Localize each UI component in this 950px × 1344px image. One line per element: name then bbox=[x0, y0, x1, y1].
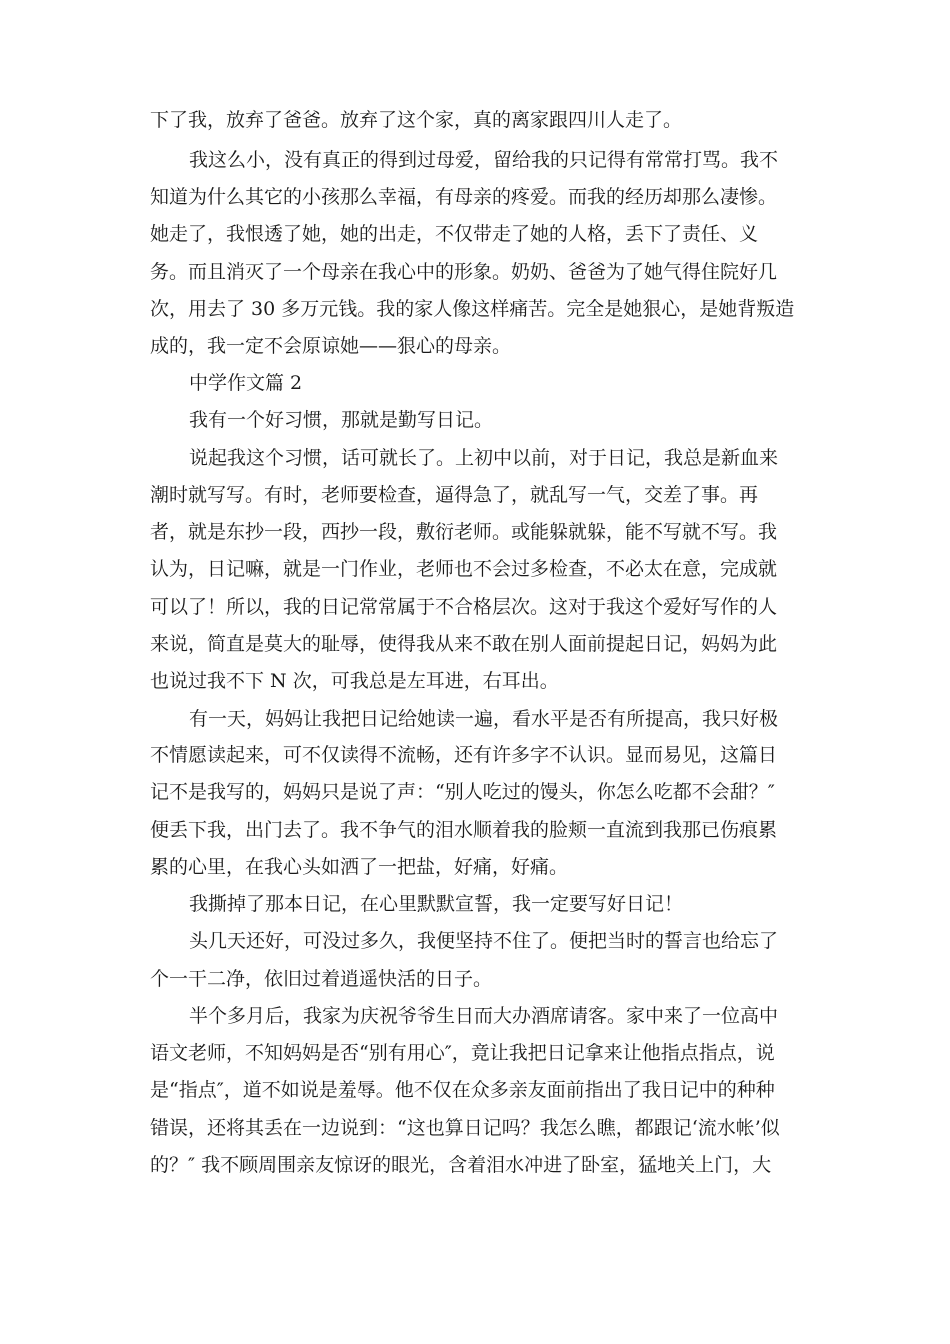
text-line: 头几天还好，可没过多久，我便坚持不住了。便把当时的誓言也给忘了 bbox=[189, 930, 779, 952]
text-line: 认为，日记嘛，就是一门作业，老师也不会过多检查，不必太在意，完成就 bbox=[150, 558, 778, 580]
text-line: 是“指点″，道不如说是羞辱。他不仅在众多亲友面前指出了我日记中的种种 bbox=[150, 1079, 775, 1101]
text-line: 我这么小，没有真正的得到过母爱，留给我的只记得有常常打骂。我不 bbox=[189, 149, 779, 171]
text-line: 可以了！所以，我的日记常常属于不合格层次。这对于我这个爱好写作的人 bbox=[150, 596, 778, 618]
text-line: 也说过我不下 N 次，可我总是左耳进，右耳出。 bbox=[150, 670, 559, 692]
text-line: 来说，简直是莫大的耻辱，使得我从来不敢在别人面前提起日记，妈妈为此 bbox=[150, 633, 778, 655]
text-line: 说起我这个习惯，话可就长了。上初中以前，对于日记，我总是新血来 bbox=[189, 447, 779, 469]
text-line: 的？″ 我不顾周围亲友惊讶的眼光，含着泪水冲进了卧室，猛地关上门，大 bbox=[150, 1154, 772, 1176]
text-line: 错误，还将其丢在一边说到：“这也算日记吗？我怎么瞧，都跟记‘流水帐’似 bbox=[150, 1117, 780, 1139]
text-line: 有一天，妈妈让我把日记给她读一遍，看水平是否有所提高，我只好极 bbox=[189, 708, 779, 730]
text-line: 者，就是东抄一段，西抄一段，敷衍老师。或能躲就躲，能不写就不写。我 bbox=[150, 521, 778, 543]
text-line: 半个多月后，我家为庆祝爷爷生日而大办酒席请客。家中来了一位高中 bbox=[189, 1005, 779, 1027]
text-line: 务。而且消灭了一个母亲在我心中的形象。奶奶、爸爸为了她气得住院好几 bbox=[150, 261, 778, 283]
section-heading: 中学作文篇 2 bbox=[189, 372, 303, 394]
text-line: 记不是我写的，妈妈只是说了声：“别人吃过的馒头，你怎么吃都不会甜？″ bbox=[150, 781, 775, 803]
text-line: 下了我，放弃了爸爸。放弃了这个家，真的离家跟四川人走了。 bbox=[150, 109, 683, 131]
text-line: 她走了，我恨透了她，她的出走，不仅带走了她的人格，丢下了责任、义 bbox=[150, 223, 759, 245]
text-line: 便丢下我，出门去了。我不争气的泪水顺着我的脸颊一直流到我那已伤痕累 bbox=[150, 819, 778, 841]
text-line: 语文老师，不知妈妈是否“别有用心″，竟让我把日记拿来让他指点指点，说 bbox=[150, 1042, 775, 1064]
text-line: 成的，我一定不会原谅她——狠心的母亲。 bbox=[150, 335, 512, 357]
text-line: 我撕掉了那本日记，在心里默默宣誓，我一定要写好日记！ bbox=[189, 893, 684, 915]
text-line: 个一干二净，依旧过着逍遥快活的日子。 bbox=[150, 968, 493, 990]
text-line: 潮时就写写。有时，老师要检查，逼得急了，就乱写一气，交差了事。再 bbox=[150, 484, 759, 506]
text-line: 不情愿读起来，可不仅读得不流畅，还有许多字不认识。显而易见，这篇日 bbox=[150, 744, 778, 766]
text-line: 知道为什么其它的小孩那么幸福，有母亲的疼爱。而我的经历却那么凄惨。 bbox=[150, 186, 778, 208]
text-line: 累的心里，在我心头如洒了一把盐，好痛，好痛。 bbox=[150, 856, 569, 878]
text-line: 次，用去了 30 多万元钱。我的家人像这样痛苦。完全是她狠心，是她背叛造 bbox=[150, 298, 795, 320]
text-line: 我有一个好习惯，那就是勤写日记。 bbox=[189, 409, 494, 431]
